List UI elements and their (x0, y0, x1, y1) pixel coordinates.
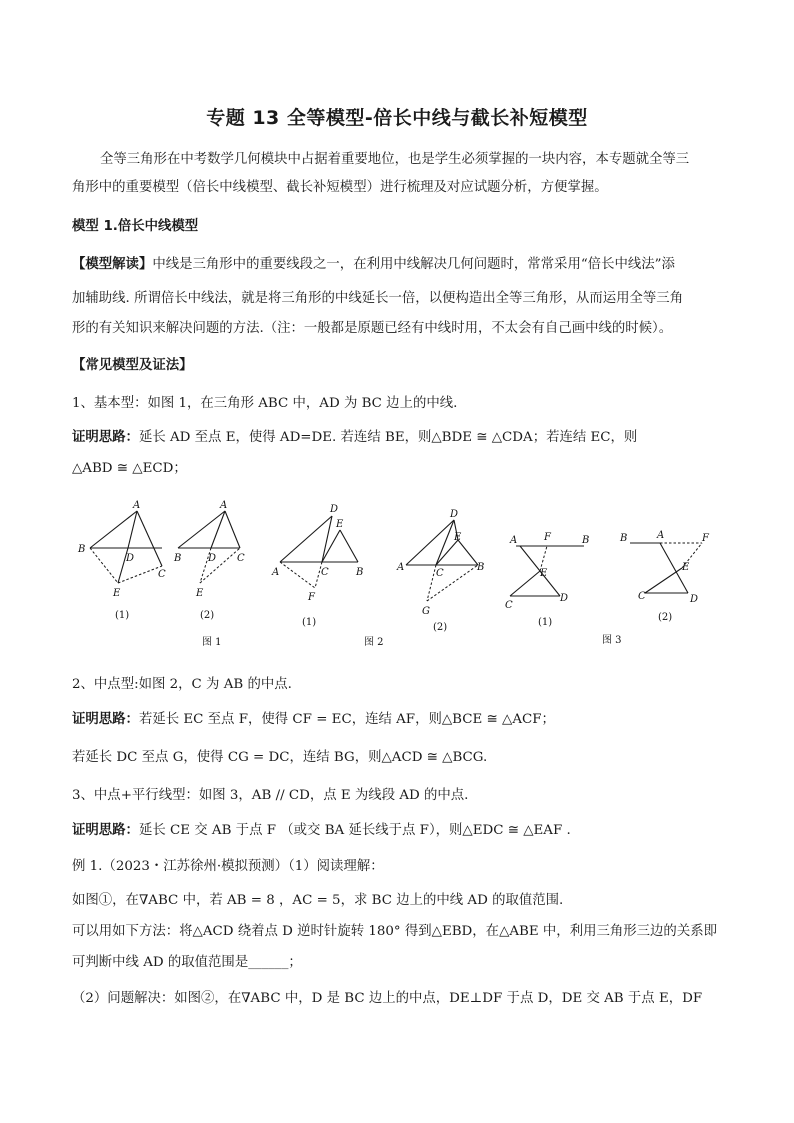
label-B: B (582, 535, 590, 546)
label-C: C (321, 567, 329, 578)
item1-proof-line-1 (72, 424, 724, 452)
figure-3-2 (619, 530, 710, 623)
model-label: 【模型解读】 (72, 257, 153, 272)
item2-proof-1: 若延长 EC 至点 F，使得 CF = EC，连结 AF，则△BCE ≅ △ACF； (138, 712, 555, 727)
label-F: F (544, 532, 551, 543)
label-B: B (356, 567, 364, 578)
figure-1-caption: 图 1 (202, 637, 222, 648)
example-line-3: 可判断中线 AD 的取值范围是______； (72, 955, 302, 970)
item3-midpoint-parallel-type: 3、中点+平行线型：如图 3，AB // CD，点 E 为线段 AD 的中点. (72, 788, 469, 803)
label-E: E (454, 532, 462, 543)
figure-3-caption: 图 3 (602, 635, 622, 646)
example-line-4: （2）问题解决：如图②，在∇ABC 中，D 是 BC 边上的中点，DE⊥DF 于点 D，DE 交 AB 于点 E，DF (72, 991, 703, 1006)
label-D: D (330, 504, 339, 515)
item1-proof-1: 延长 AD 至点 E，使得 AD=DE. 若连结 BE，则△BDE ≅ △CDA；若连结 EC，则 (138, 430, 638, 445)
label-A: A (133, 500, 141, 511)
subcaption: (1) (538, 617, 553, 628)
example-line-2: 可以用如下方法：将△ACD 绕着点 D 逆时针旋转 180° 得到△EBD，在△ABE 中，利用三角形三边的关系即 (72, 924, 717, 939)
label-B: B (477, 562, 485, 573)
label-B: B (620, 533, 628, 544)
label-D: D (126, 553, 135, 564)
label-A: A (272, 567, 280, 578)
subcaption: (2) (200, 610, 215, 621)
model-interpretation-line-1 (72, 251, 724, 279)
example-line-1: 如图①，在∇ABC 中，若 AB = 8 ，AC = 5，求 BC 边上的中线 AD 的取值范围. (72, 893, 564, 908)
label-A: A (397, 562, 405, 573)
subcaption: (1) (302, 617, 317, 628)
item2-proof-line-1 (72, 706, 724, 734)
label-C: C (158, 569, 166, 580)
item3-proof: 延长 CE 交 AB 于点 F （或交 BA 延长线于点 F），则△EDC ≅ △EAF . (138, 823, 571, 838)
label-D: D (208, 553, 217, 564)
proof-label: 证明思路： (72, 712, 139, 727)
label-C: C (436, 568, 444, 579)
label-E: E (113, 588, 121, 599)
label-E: E (682, 562, 690, 573)
subcaption: (2) (433, 622, 448, 633)
item2-midpoint-type: 2、中点型:如图 2，C 为 AB 的中点. (72, 677, 292, 692)
label-D: D (690, 594, 699, 605)
proof-label: 证明思路： (72, 823, 139, 838)
label-D: D (560, 593, 569, 604)
model1-heading: 模型 1.倍长中线模型 (72, 219, 199, 234)
model-text-3: 形的有关知识来解决问题的方法.（注：一般都是原题已经有中线时用，不太会有自己画中线的时候）。 (72, 321, 673, 336)
figure-1-1 (77, 500, 166, 621)
figure-1-2 (173, 500, 245, 621)
example-1-heading: 例 1.（2023・江苏徐州·模拟预测）（1）阅读理解： (72, 859, 384, 874)
label-E: E (540, 568, 548, 579)
label-C: C (237, 553, 245, 564)
label-C: C (505, 600, 513, 611)
label-B: B (174, 553, 182, 564)
label-E: E (336, 519, 344, 530)
label-A: A (510, 535, 518, 546)
figure-2-2 (396, 509, 484, 633)
proof-label: 证明思路： (72, 430, 139, 445)
item1-proof-2: △ABD ≅ △ECD； (72, 461, 187, 476)
label-A: A (657, 530, 665, 541)
model-text-2: 加辅助线. 所谓倍长中线法，就是将三角形的中线延长一倍，以便构造出全等三角形，从而运用全等三角 (72, 291, 684, 306)
item3-proof-line (72, 817, 724, 845)
subcaption: (1) (115, 610, 130, 621)
model-text-1: 中线是三角形中的重要线段之一，在利用中线解决几何问题时，常常采用“倍长中线法”添 (152, 257, 675, 272)
label-A: A (220, 500, 228, 511)
common-models-heading: 【常见模型及证法】 (72, 358, 193, 373)
label-G: G (422, 606, 430, 617)
intro-line-2: 角形中的重要模型（倍长中线模型、截长补短模型）进行梳理及对应试题分析，方便掌握。 (72, 180, 608, 195)
item1-basic-type: 1、基本型：如图 1，在三角形 ABC 中，AD 为 BC 边上的中线. (72, 396, 458, 411)
label-E: E (196, 588, 204, 599)
figure-2-1 (271, 504, 363, 628)
label-B: B (78, 544, 86, 555)
item2-proof-2: 若延长 DC 至点 G，使得 CG = DC，连结 BG，则△ACD ≅ △BCG. (72, 750, 488, 765)
subcaption: (2) (658, 612, 673, 623)
label-F: F (702, 533, 709, 544)
page-title: 专题 13 全等模型-倍长中线与截长补短模型 (206, 107, 588, 129)
label-F: F (308, 592, 315, 603)
figure-2-caption: 图 2 (364, 637, 384, 648)
figure-3-1 (505, 532, 589, 628)
label-D: D (450, 509, 459, 520)
label-C: C (638, 591, 646, 602)
figures-row (70, 496, 730, 656)
intro-line-1: 全等三角形在中考数学几何模块中占据着重要地位，也是学生必须掌握的一块内容，本专题就全等三 (100, 152, 690, 167)
